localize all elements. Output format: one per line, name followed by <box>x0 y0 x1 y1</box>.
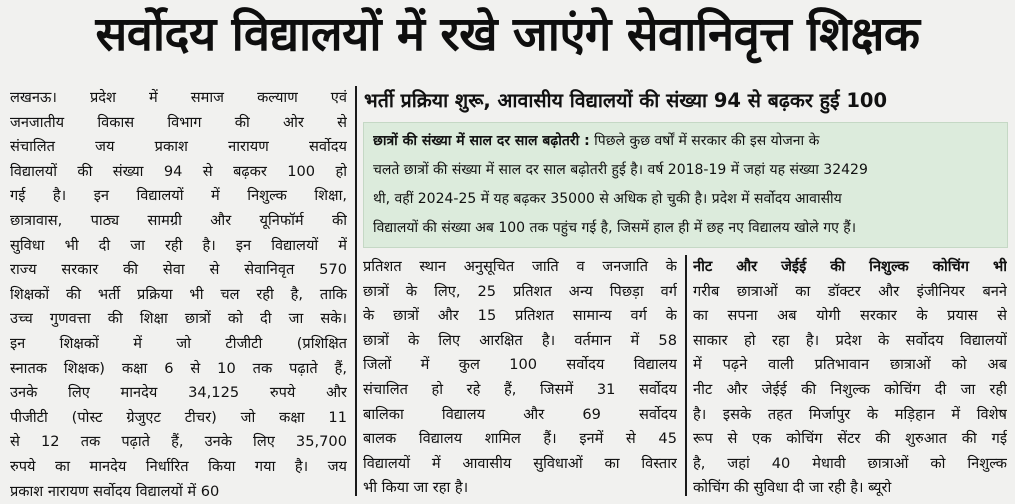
text-line: है। इसके तहत मिर्जापुर के मड़िहान में विशेष <box>693 403 1007 428</box>
text-line: उनके लिए मानदेय 34,125 रुपये और <box>10 381 347 406</box>
text-line: का सपना अब योगी सरकार के प्रयास से <box>693 304 1007 329</box>
text-line: शिक्षकों की भर्ती प्रक्रिया भी चल रही है, ताकि <box>10 283 347 308</box>
text-line: साकार हो रहा है। प्रदेश के सर्वोदय विद्यालयों <box>693 329 1007 354</box>
text-line: पीजीटी (पोस्ट ग्रेजुएट टीचर) जो कक्षा 11 <box>10 406 347 431</box>
text-line: बालिका विद्यालय और 69 सर्वोदय <box>363 403 677 428</box>
text-line: रूप से एक कोचिंग सेंटर की शुरुआत की गई <box>693 427 1007 452</box>
text-line: छात्रों के लिए, 25 प्रतिशत अन्य पिछड़ा वर्ग <box>363 280 677 305</box>
text-line: संचालित हो रहे हैं, जिसमें 31 सर्वोदय <box>363 378 677 403</box>
column-divider-1 <box>355 86 357 496</box>
subheadline: भर्ती प्रक्रिया शुरू, आवासीय विद्यालयों की संख्या 94 से बढ़कर हुई 100 <box>364 86 1004 116</box>
text-line: कोचिंग की सुविधा दी जा रही है। ब्यूरो <box>693 476 1007 501</box>
highlight-line: चलते छात्रों की संख्या में साल दर साल बढ़ोतरी हुई है। वर्ष 2018-19 में जहां यह संख्या 32429 <box>373 156 999 185</box>
highlight-box <box>363 122 1008 248</box>
text-line: जनजातीय विकास विभाग की ओर से <box>10 111 347 136</box>
text-line: प्रतिशत स्थान अनुसूचित जाति व जनजाति के <box>363 255 677 280</box>
text-line: है, जहां 40 मेधावी छात्राओं को निशुल्क <box>693 452 1007 477</box>
article-column-3 <box>693 255 1007 501</box>
text-line: भी किया जा रहा है। <box>363 476 677 501</box>
highlight-line <box>373 127 999 156</box>
text-line: स्नातक शिक्षक) कक्षा 6 से 10 तक पढ़ाते हैं, <box>10 357 347 382</box>
text-line: नीट और जेईई की निशुल्क कोचिंग दी जा रही <box>693 378 1007 403</box>
text-line: गरीब छात्राओं का डॉक्टर और इंजीनियर बनने <box>693 280 1007 305</box>
text-line: प्रकाश नारायण सर्वोदय विद्यालयों में 60 <box>10 480 347 504</box>
highlight-box-text <box>373 127 999 243</box>
text-line: उच्च गुणवत्ता की शिक्षा छात्रों को दी जा सके। <box>10 307 347 332</box>
article-column-1 <box>10 86 347 504</box>
column-divider-2 <box>685 255 687 496</box>
text-line: संचालित जय प्रकाश नारायण सर्वोदय <box>10 135 347 160</box>
highlight-line: थी, वहीं 2024-25 में यह बढ़कर 35000 से अधिक हो चुकी है। प्रदेश में सर्वोदय आवासीय <box>373 185 999 214</box>
text-line: बालक विद्यालय शामिल हैं। इनमें से 45 <box>363 427 677 452</box>
text-line: छात्रावास, पाठ्य सामग्री और यूनिफॉर्म की <box>10 209 347 234</box>
text-line: जिलों में कुल 100 सर्वोदय विद्यालय <box>363 353 677 378</box>
text-line: लखनऊ। प्रदेश में समाज कल्याण एवं <box>10 86 347 111</box>
text-line: इन शिक्षकों में जो टीजीटी (प्रशिक्षित <box>10 332 347 357</box>
text-line: में पढ़ने वाली प्रतिभावान छात्राओं को अब <box>693 353 1007 378</box>
coaching-heading: नीट और जेईई की निशुल्क कोचिंग भी <box>693 255 1007 280</box>
text-line: छात्रों के लिए आरक्षित है। वर्तमान में 58 <box>363 329 677 354</box>
highlight-line: विद्यालयों की संख्या अब 100 तक पहुंच गई है, जिसमें हाल ही में छह नए विद्यालय खोले गए हैं। <box>373 214 999 243</box>
text-line: गई है। इन विद्यालयों में निशुल्क शिक्षा, <box>10 184 347 209</box>
text-line: विद्यालयों में आवासीय सुविधाओं का विस्तार <box>363 452 677 477</box>
headline: सर्वोदय विद्यालयों में रखे जाएंगे सेवानिवृत्त शिक्षक <box>6 0 1009 70</box>
text-line: विद्यालयों की संख्या 94 से बढ़कर 100 हो <box>10 160 347 185</box>
highlight-lead: छात्रों की संख्या में साल दर साल बढ़ोतरी : <box>373 133 590 149</box>
text-line: सुविधा भी दी जा रही है। इन विद्यालयों में <box>10 234 347 259</box>
highlight-line-text: पिछले कुछ वर्षों में सरकार की इस योजना के <box>590 133 820 149</box>
article-column-2 <box>363 255 677 501</box>
text-line: के छात्रों और 15 प्रतिशत सामान्य वर्ग के <box>363 304 677 329</box>
text-line: रुपये का मानदेय निर्धारित किया गया है। जय <box>10 455 347 480</box>
text-line: से 12 तक पढ़ाते हैं, उनके लिए 35,700 <box>10 430 347 455</box>
text-line: राज्य सरकार की सेवा से सेवानिवृत 570 <box>10 258 347 283</box>
